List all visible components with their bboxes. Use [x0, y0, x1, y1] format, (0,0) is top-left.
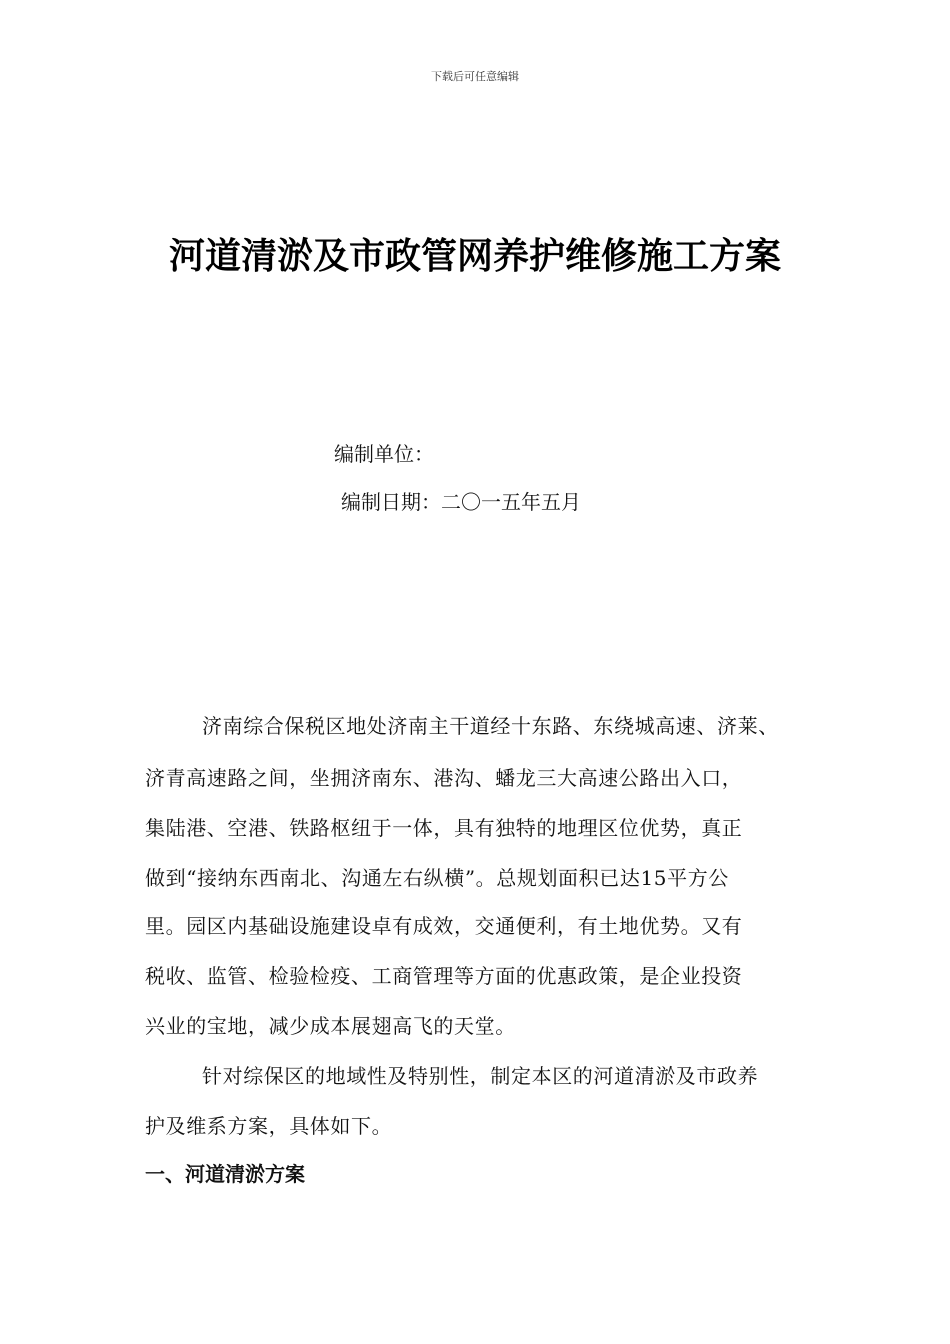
paragraph-line: 集陆港、空港、铁路枢纽于一体，具有独特的地理区位优势，真正	[145, 816, 743, 840]
paragraph-line: 做到“接纳东西南北、沟通左右纵横”。总规划面积已达15平方公	[145, 866, 729, 890]
paragraph-line: 兴业的宝地，减少成本展翅高飞的天堂。	[145, 1014, 516, 1038]
compile-date-label: 编制日期：	[341, 490, 441, 514]
header-note: 下载后可任意编辑	[431, 70, 519, 83]
compile-date-line	[341, 486, 581, 515]
paragraph-line: 护及维系方案，具体如下。	[145, 1114, 393, 1138]
paragraph-line: 济南综合保税区地处济南主干道经十东路、东绕城高速、济莱、	[202, 714, 779, 738]
paragraph-line: 税收、监管、检验检疫、工商管理等方面的优惠政策，是企业投资	[145, 964, 743, 988]
paragraph-line: 里。园区内基础设施建设卓有成效，交通便利，有土地优势。又有	[145, 914, 743, 938]
compiler-unit-label: 编制单位：	[334, 442, 434, 466]
paragraph-line: 针对综保区的地域性及特别性，制定本区的河道清淤及市政养	[202, 1064, 759, 1088]
paragraph-line: 济青高速路之间，坐拥济南东、港沟、蟠龙三大高速公路出入口，	[145, 766, 743, 790]
compiler-unit-line	[334, 438, 434, 467]
document-title: 河道清淤及市政管网养护维修施工方案	[168, 236, 781, 277]
section-heading-dredging: 一、河道清淤方案	[145, 1162, 305, 1186]
compile-date-value: 二〇一五年五月	[441, 490, 581, 514]
